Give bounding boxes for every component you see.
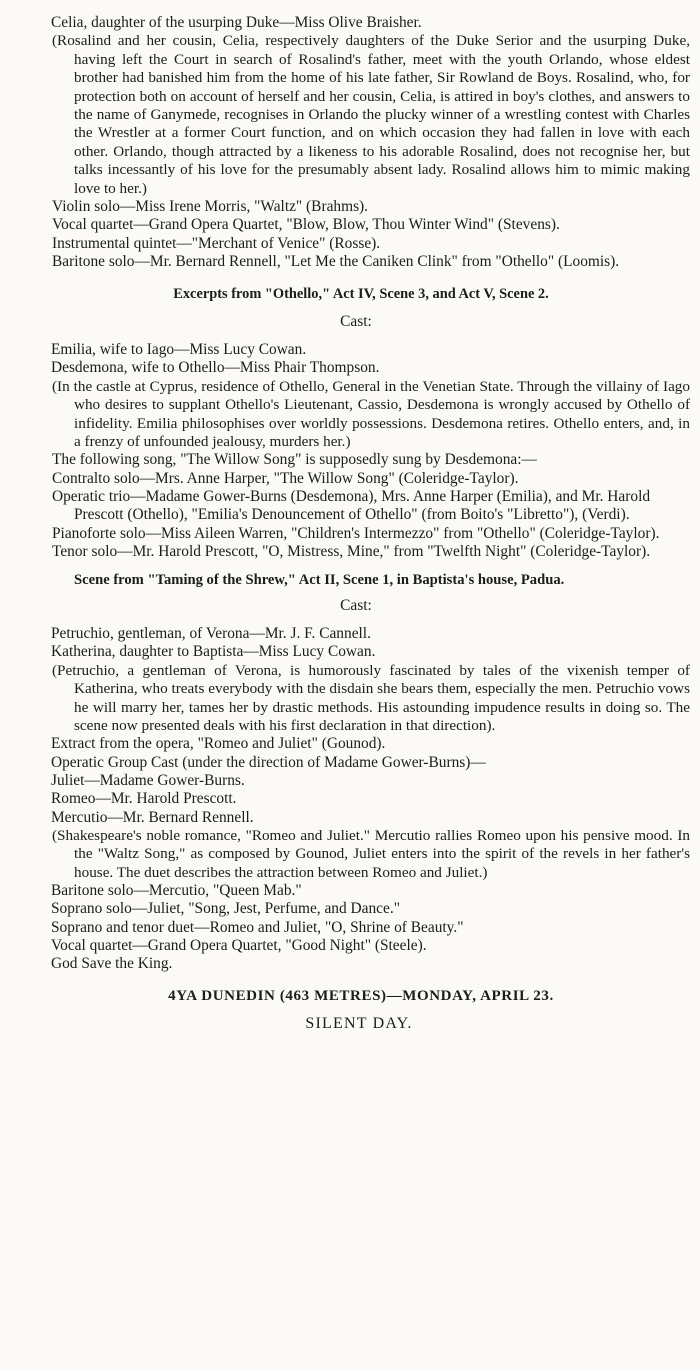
romeo-juliet-extract: Extract from the opera, "Romeo and Juliet" (Gounod). <box>51 735 386 753</box>
god-save-the-king: God Save the King. <box>51 955 173 973</box>
soprano-solo: Soprano solo—Juliet, "Song, Jest, Perfume, and Dance." <box>51 900 400 918</box>
cast-romeo: Romeo—Mr. Harold Prescott. <box>51 790 237 808</box>
pianoforte-solo: Pianoforte solo—Miss Aileen Warren, "Children's Intermezzo" from "Othello" (Coleridge-Taylor). <box>52 524 660 542</box>
station-heading: 4YA DUNEDIN (463 METRES)—MONDAY, APRIL 23. <box>168 987 554 1004</box>
cast-desdemona: Desdemona, wife to Othello—Miss Phair Thompson. <box>51 359 380 377</box>
shrew-synopsis: (Petruchio, a gentleman of Verona, is humorously fascinated by tales of the vixenish temper of Katherina, who treats everybody with the disdain she bears them, especially the men. Petruchio vows he will marry her, tames her by drastic methods. His astounding impudence results in doing so. The scene now presented deals with his first declaration in that direction). <box>52 661 690 734</box>
cast-emilia: Emilia, wife to Iago—Miss Lucy Cowan. <box>51 341 307 359</box>
violin-solo: Violin solo—Miss Irene Morris, "Waltz" (Brahms). <box>52 197 369 215</box>
othello-heading: Excerpts from "Othello," Act IV, Scene 3, and Act V, Scene 2. <box>173 286 549 303</box>
contralto-solo: Contralto solo—Mrs. Anne Harper, "The Willow Song" (Coleridge-Taylor). <box>52 469 519 487</box>
as-you-like-it-synopsis: (Rosalind and her cousin, Celia, respectively daughters of the Duke Serior and the usurping Duke, having left the Court in search of Rosalind's father, meet with the youth Orlando, whose eldest brother had banished him from the home of his late father, Sir Rowland de Boys. Rosalind, who, for protection both on account of herself and her cousin, Celia, is attired in boy's clothes, and answers to the name of Ganymede, recognises in Orlando the plucky winner of a wrestling contest with Charles the Wrestler at a former Court function, and on which occasion they had fallen in love with each other. Orlando, though attracted by a likeness to his adorable Rosalind, does not recognise her, but talks incessantly of his love for the presumably absent lady. Rosalind allows him to mimic making love to her.) <box>52 32 690 197</box>
tenor-solo: Tenor solo—Mr. Harold Prescott, "O, Mistress, Mine," from "Twelfth Night" (Coleridge-Taylor). <box>52 542 651 560</box>
operatic-group-cast: Operatic Group Cast (under the direction of Madame Gower-Burns)— <box>51 753 486 771</box>
instrumental-quintet: Instrumental quintet—"Merchant of Venice" (Rosse). <box>52 234 381 252</box>
baritone-solo-1: Baritone solo—Mr. Bernard Rennell, "Let Me the Caniken Clink" from "Othello" (Loomis). <box>52 252 620 270</box>
baritone-solo-2: Baritone solo—Mercutio, "Queen Mab." <box>51 882 302 900</box>
othello-synopsis: (In the castle at Cyprus, residence of Othello, General in the Venetian State. Through the villainy of Iago who desires to supplant Othello's Lieutenant, Cassio, Desdemona is wrongly accused by Othello of infidelity. Emilia philosophises over worldly possessions. Desdemona retires. Othello enters, and, in a frenzy of unfounded jealousy, murders her.) <box>52 377 690 450</box>
cast-celia: Celia, daughter of the usurping Duke—Miss Olive Braisher. <box>51 14 422 31</box>
cast-katherina: Katherina, daughter to Baptista—Miss Lucy Cowan. <box>51 643 376 661</box>
shrew-heading: Scene from "Taming of the Shrew," Act II, Scene 1, in Baptista's house, Padua. <box>74 572 565 589</box>
cast-juliet: Juliet—Madame Gower-Burns. <box>51 771 245 789</box>
othello-cast-label: Cast: <box>340 313 372 331</box>
vocal-quartet-2: Vocal quartet—Grand Opera Quartet, "Good Night" (Steele). <box>51 936 427 954</box>
shrew-cast-label: Cast: <box>340 597 372 615</box>
silent-day: SILENT DAY. <box>305 1014 413 1032</box>
cast-mercutio: Mercutio—Mr. Bernard Rennell. <box>51 808 254 826</box>
operatic-trio: Operatic trio—Madame Gower-Burns (Desdemona), Mrs. Anne Harper (Emilia), and Mr. Harold Prescott (Othello), "Emilia's Denouncement of Othello" (from Boito's "Libretto"), (Verdi). <box>52 487 651 524</box>
cast-petruchio: Petruchio, gentleman, of Verona—Mr. J. F. Cannell. <box>51 625 371 643</box>
soprano-tenor-duet: Soprano and tenor duet—Romeo and Juliet, "O, Shrine of Beauty." <box>51 918 464 936</box>
vocal-quartet-1: Vocal quartet—Grand Opera Quartet, "Blow, Blow, Thou Winter Wind" (Stevens). <box>52 216 560 234</box>
romeo-juliet-synopsis: (Shakespeare's noble romance, "Romeo and Juliet." Mercutio rallies Romeo upon his pensive mood. In the "Waltz Song," as composed by Gounod, Juliet enters into the spirit of the revels in her father's house. The duet describes the attraction between Romeo and Juliet.) <box>52 826 690 881</box>
willow-song-intro: The following song, "The Willow Song" is supposedly sung by Desdemona:— <box>52 451 537 469</box>
